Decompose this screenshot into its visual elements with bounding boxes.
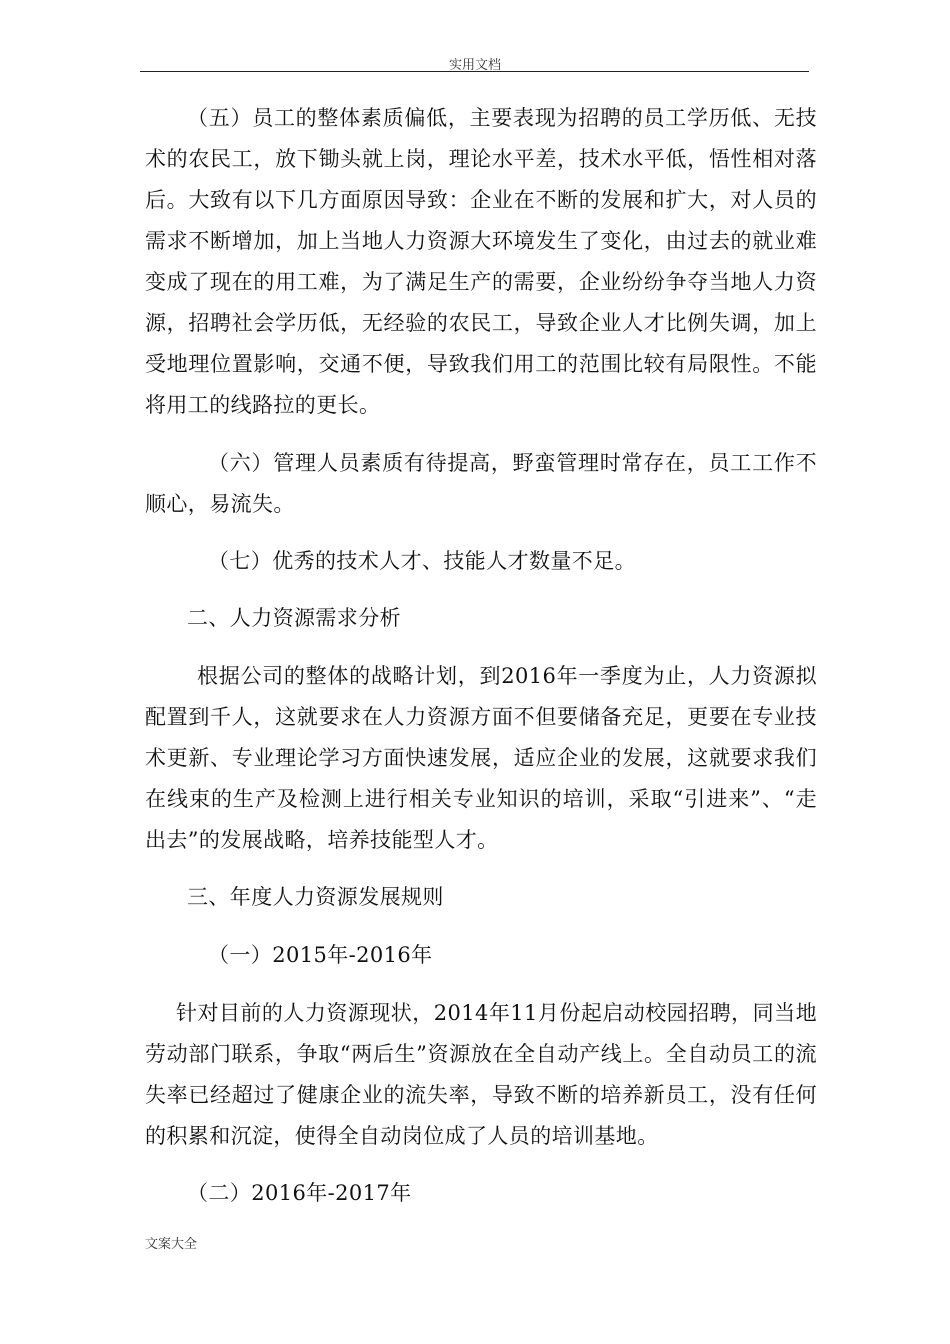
- paragraph-section-5: （五）员工的整体素质偏低，主要表现为招聘的员工学历低、无技术的农民工，放下锄头就上岗，理论水平差，技术水平低，悟性相对落后。大致有以下几方面原因导致：企业在不断的发展和扩大，对人员的需求不断增加，加上当地人力资源大环境发生了变化，由过去的就业难变成了现在的用工难，为了满足生产的需要，企业纷纷争夺当地人力资源，招聘社会学历低，无经验的农民工，导致企业人才比例失调，加上受地理位置影响，交通不便，导致我们用工的范围比较有局限性。不能将用工的线路拉的更长。: [145, 106, 817, 417]
- paragraph-2015-2016: 针对目前的人力资源现状，2014年11月份起启动校园招聘，同当地劳动部门联系，争取“两后生”资源放在全自动产线上。全自动员工的流失率已经超过了健康企业的流失率，导致不断的培养新员工，没有任何的积累和沉淀，使得全自动岗位成了人员的培训基地。: [145, 1001, 817, 1148]
- paragraph-section-7: （七）优秀的技术人才、技能人才数量不足。: [208, 549, 636, 573]
- paragraph-demand-analysis: 根据公司的整体的战略计划，到2016年一季度为止，人力资源拟配置到千人，这就要求在人力资源方面不但要储备充足，更要在专业技术更新、专业理论学习方面快速发展，适应企业的发展，这就要求我们在线束的生产及检测上进行相关专业知识的培训，采取“引进来”、“走出去”的发展战略，培养技能型人才。: [145, 664, 817, 852]
- document-body: [145, 98, 817, 1214]
- page-header-title: 实用文档: [448, 58, 501, 73]
- page-footer-text: 文案大全: [145, 1237, 198, 1252]
- paragraph-section-6: （六）管理人员素质有待提高，野蛮管理时常存在，员工工作不顺心，易流失。: [145, 451, 817, 516]
- heading-annual-plan: 三、年度人力资源发展规则: [187, 885, 444, 909]
- heading-demand-analysis: 二、人力资源需求分析: [187, 606, 401, 630]
- subheading-2015-2016: （一）2015年-2016年: [208, 943, 433, 967]
- header-divider: [140, 71, 809, 72]
- subheading-2016-2017: （二）2016年-2017年: [187, 1181, 412, 1205]
